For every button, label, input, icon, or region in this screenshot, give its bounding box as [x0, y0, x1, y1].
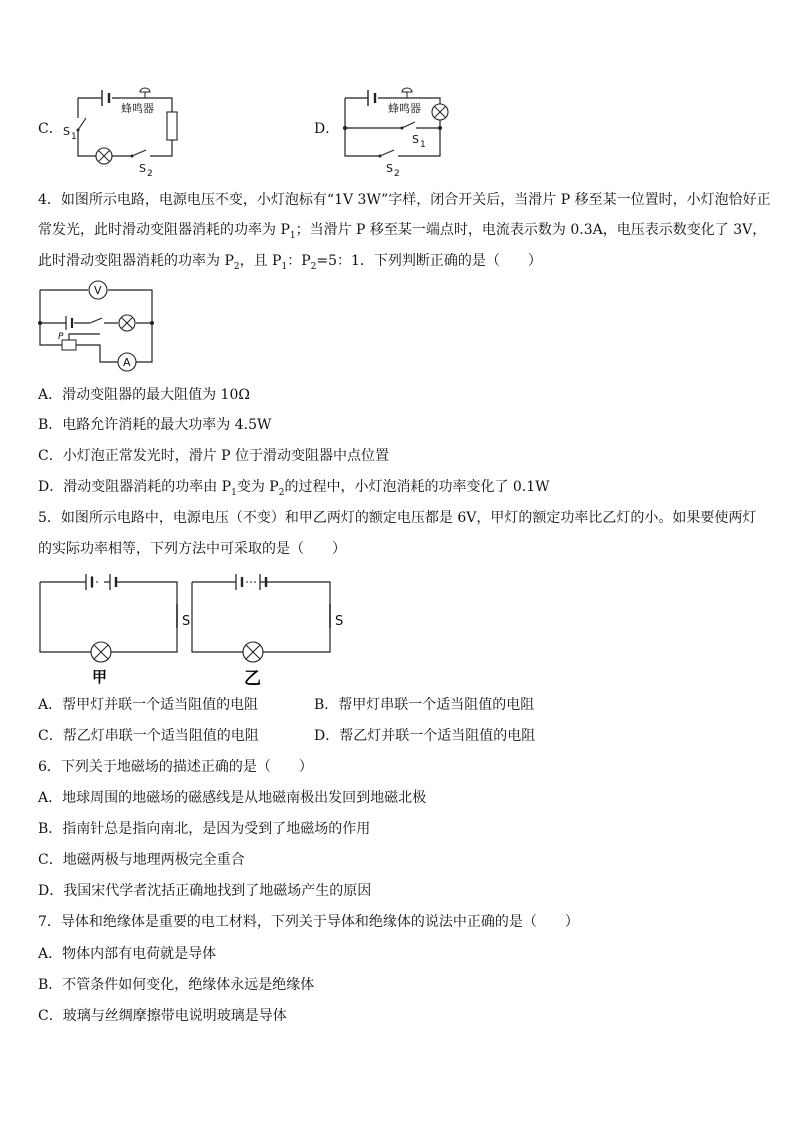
d-s1-label: S: [412, 133, 419, 146]
c-s1-sub: 1: [71, 132, 77, 142]
d-buzzer-label: 蜂鸣器: [388, 102, 421, 115]
d-s2-label: S: [386, 162, 393, 175]
q5-option-c: C．帮乙灯串联一个适当阻值的电阻: [38, 728, 259, 744]
q4-slider-label: P: [58, 332, 64, 342]
q5-left-switch-label: S: [182, 614, 191, 629]
q5-right-lamp-label: 乙: [244, 669, 261, 689]
q5-option-b: B．帮甲灯串联一个适当阻值的电阻: [314, 697, 535, 713]
q4-option-d: D．滑动变阻器消耗的功率由 $P_1$变为 $P_2$的过程中，小灯泡消耗的功率变化了 0.1W: [38, 479, 550, 498]
q4-ammeter-label: A: [123, 356, 131, 369]
q5-right-switch-label: S: [335, 614, 344, 629]
q5-stem-line1: 5．如图所示电路中，电源电压（不变）和甲乙两灯的额定电压都是 6V，甲灯的额定功率比乙灯的小。如果要使两灯: [38, 510, 757, 526]
q4-option-c: C．小灯泡正常发光时，滑片 P 位于滑动变阻器中点位置: [38, 448, 390, 464]
option-d-label: D．: [314, 121, 340, 137]
q4-stem-line1: 4．如图所示电路，电源电压不变，小灯泡标有“1V 3W”字样，闭合开关后，当滑片 P 移至某一位置时，小灯泡恰好正: [38, 192, 771, 208]
q4-option-a: A．滑动变阻器的最大阻值为 10Ω: [38, 387, 250, 403]
q7-option-c: C．玻璃与丝绸摩擦带电说明玻璃是导体: [38, 1008, 287, 1024]
d-s1-sub: 1: [420, 140, 426, 150]
q7-option-a: A．物体内部有电荷就是导体: [38, 946, 217, 962]
q6-option-a: A．地球周围的地磁场的磁感线是从地磁南极出发回到地磁北极: [38, 790, 427, 806]
q5-option-d: D．帮乙灯并联一个适当阻值的电阻: [314, 728, 536, 744]
q7-stem: 7．导体和绝缘体是重要的电工材料，下列关于导体和绝缘体的说法中正确的是（ ）: [38, 914, 579, 930]
c-s2-label: S: [139, 162, 146, 175]
c-s2-sub: 2: [147, 169, 153, 179]
q4-stem-line2: 常发光，此时滑动变阻器消耗的功率为 $P_1$；当滑片 P 移至某一端点时，电流表示数为 0.3A，电压表示数变化了 3V，: [38, 222, 767, 241]
q6-stem: 6．下列关于地磁场的描述正确的是（ ）: [38, 759, 313, 775]
q5-stem-line2: 的实际功率相等，下列方法中可采取的是（ ）: [38, 541, 346, 557]
q7-option-b: B．不管条件如何变化，绝缘体永远是绝缘体: [38, 977, 315, 993]
q5-left-lamp-label: 甲: [92, 668, 108, 686]
q4-stem-line3: 此时滑动变阻器消耗的功率为 $P_2$，且 $P_1$：$P_2=5$：1．下列判断正确的是（ ）: [38, 253, 542, 272]
q6-option-b: B．指南针总是指向南北，是因为受到了地磁场的作用: [38, 821, 371, 837]
q5-option-a: A．帮甲灯并联一个适当阻值的电阻: [38, 697, 259, 713]
c-buzzer-label: 蜂鸣器: [121, 102, 154, 115]
q4-option-b: B．电路允许消耗的最大功率为 4.5W: [38, 417, 272, 433]
q6-option-c: C．地磁两极与地理两极完全重合: [38, 852, 245, 868]
d-s2-sub: 2: [394, 169, 400, 179]
c-s1-label: S: [63, 125, 70, 138]
q4-voltmeter-label: V: [94, 284, 102, 297]
q6-option-d: D．我国宋代学者沈括正确地找到了地磁场产生的原因: [38, 883, 372, 899]
option-c-label: C．: [38, 121, 63, 137]
